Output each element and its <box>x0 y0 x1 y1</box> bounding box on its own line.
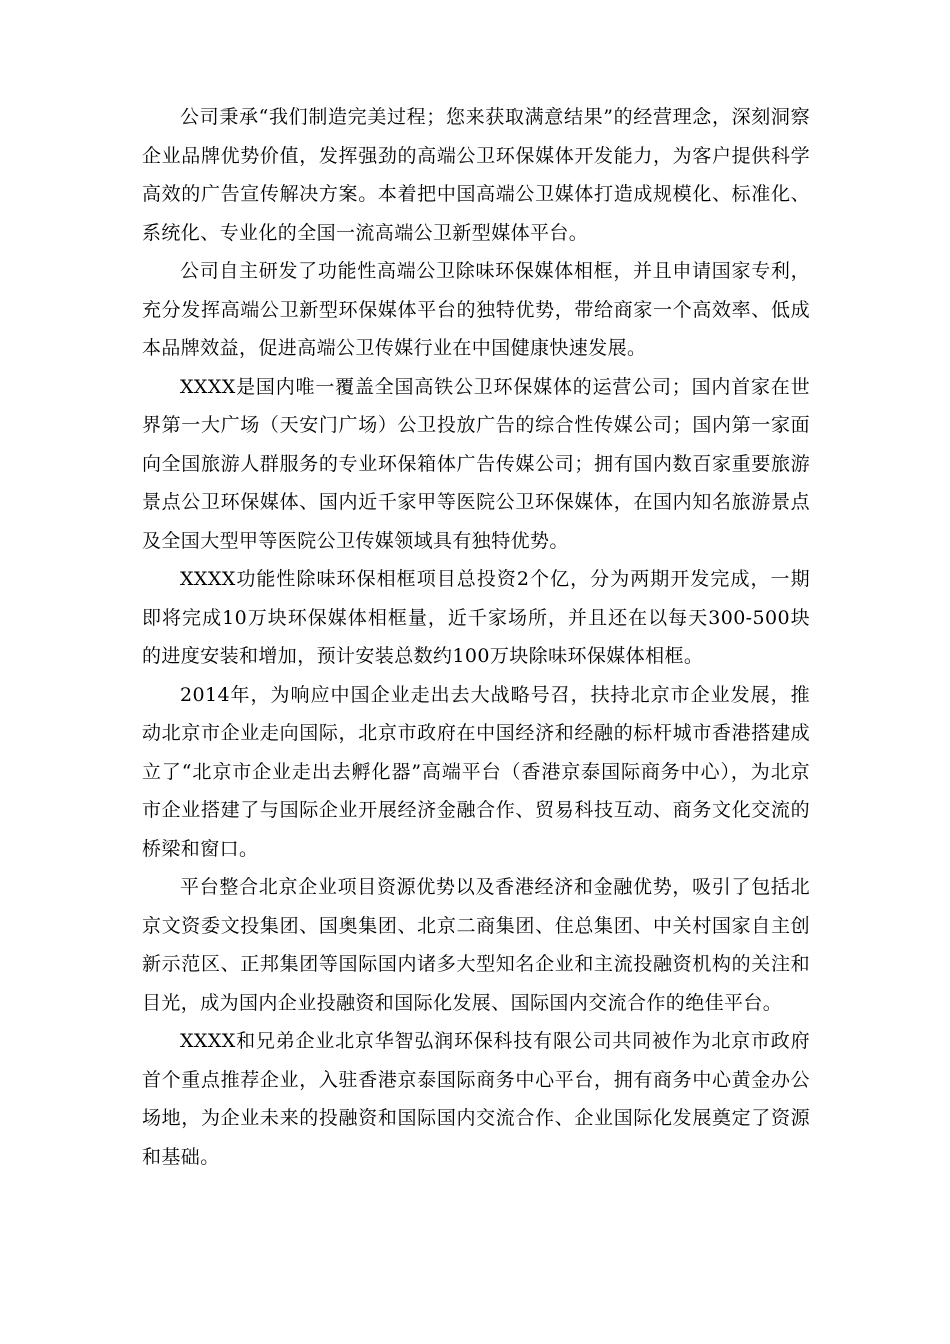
paragraph-operations-coverage: XXXX是国内唯一覆盖全国高铁公卫环保媒体的运营公司；国内首家在世界第一大广场（天安门广场）公卫投放广告的综合性传媒公司；国内第一家面向全国旅游人群服务的专业环保箱体广告传媒公司；拥有国内数百家重要旅游景点公卫环保媒体、国内近千家甲等医院公卫环保媒体，在国内知名旅游景点及全国大型甲等医院公卫传媒领域具有独特优势。 <box>142 375 810 552</box>
document-page <box>142 98 810 1176</box>
paragraph-patent-frame: 公司自主研发了功能性高端公卫除味环保媒体相框，并且申请国家专利，充分发挥高端公卫新型环保媒体平台的独特优势，带给商家一个高效率、低成本品牌效益，促进高端公卫传媒行业在中国健康快速发展。 <box>142 260 810 359</box>
paragraph-company-philosophy: 公司秉承“我们制造完美过程；您来获取满意结果”的经营理念，深刻洞察企业品牌优势价值，发挥强劲的高端公卫环保媒体开发能力，为客户提供科学高效的广告宣传解决方案。本着把中国高端公卫媒体打造成规模化、标准化、系统化、专业化的全国一流高端公卫新型媒体平台。 <box>142 106 810 244</box>
paragraph-incubator-2014: 2014年，为响应中国企业走出去大战略号召，扶持北京市企业发展，推动北京市企业走向国际，北京市政府在中国经济和经融的标杆城市香港搭建成立了“北京市企业走出去孵化器”高端平台（香港京泰国际商务中心），为北京市企业搭建了与国际企业开展经济金融合作、贸易科技互动、商务文化交流的桥梁和窗口。 <box>142 683 810 860</box>
paragraph-recommended-enterprise: XXXX和兄弟企业北京华智弘润环保科技有限公司共同被作为北京市政府首个重点推荐企业，入驻香港京泰国际商务中心平台，拥有商务中心黄金办公场地，为企业未来的投融资和国际国内交流合作、企业国际化发展奠定了资源和基础。 <box>142 1030 810 1168</box>
paragraph-platform-integration: 平台整合北京企业项目资源优势以及香港经济和金融优势，吸引了包括北京文资委文投集团、国奥集团、北京二商集团、住总集团、中关村国家自主创新示范区、正邦集团等国际国内诸多大型知名企业和主流投融资机构的关注和目光，成为国内企业投融资和国际化发展、国际国内交流合作的绝佳平台。 <box>142 876 810 1014</box>
paragraph-investment: XXXX功能性除味环保相框项目总投资2个亿，分为两期开发完成，一期即将完成10万块环保媒体相框量，近千家场所，并且还在以每天300-500块的进度安装和增加，预计安装总数约100万块除味环保媒体相框。 <box>142 568 810 667</box>
